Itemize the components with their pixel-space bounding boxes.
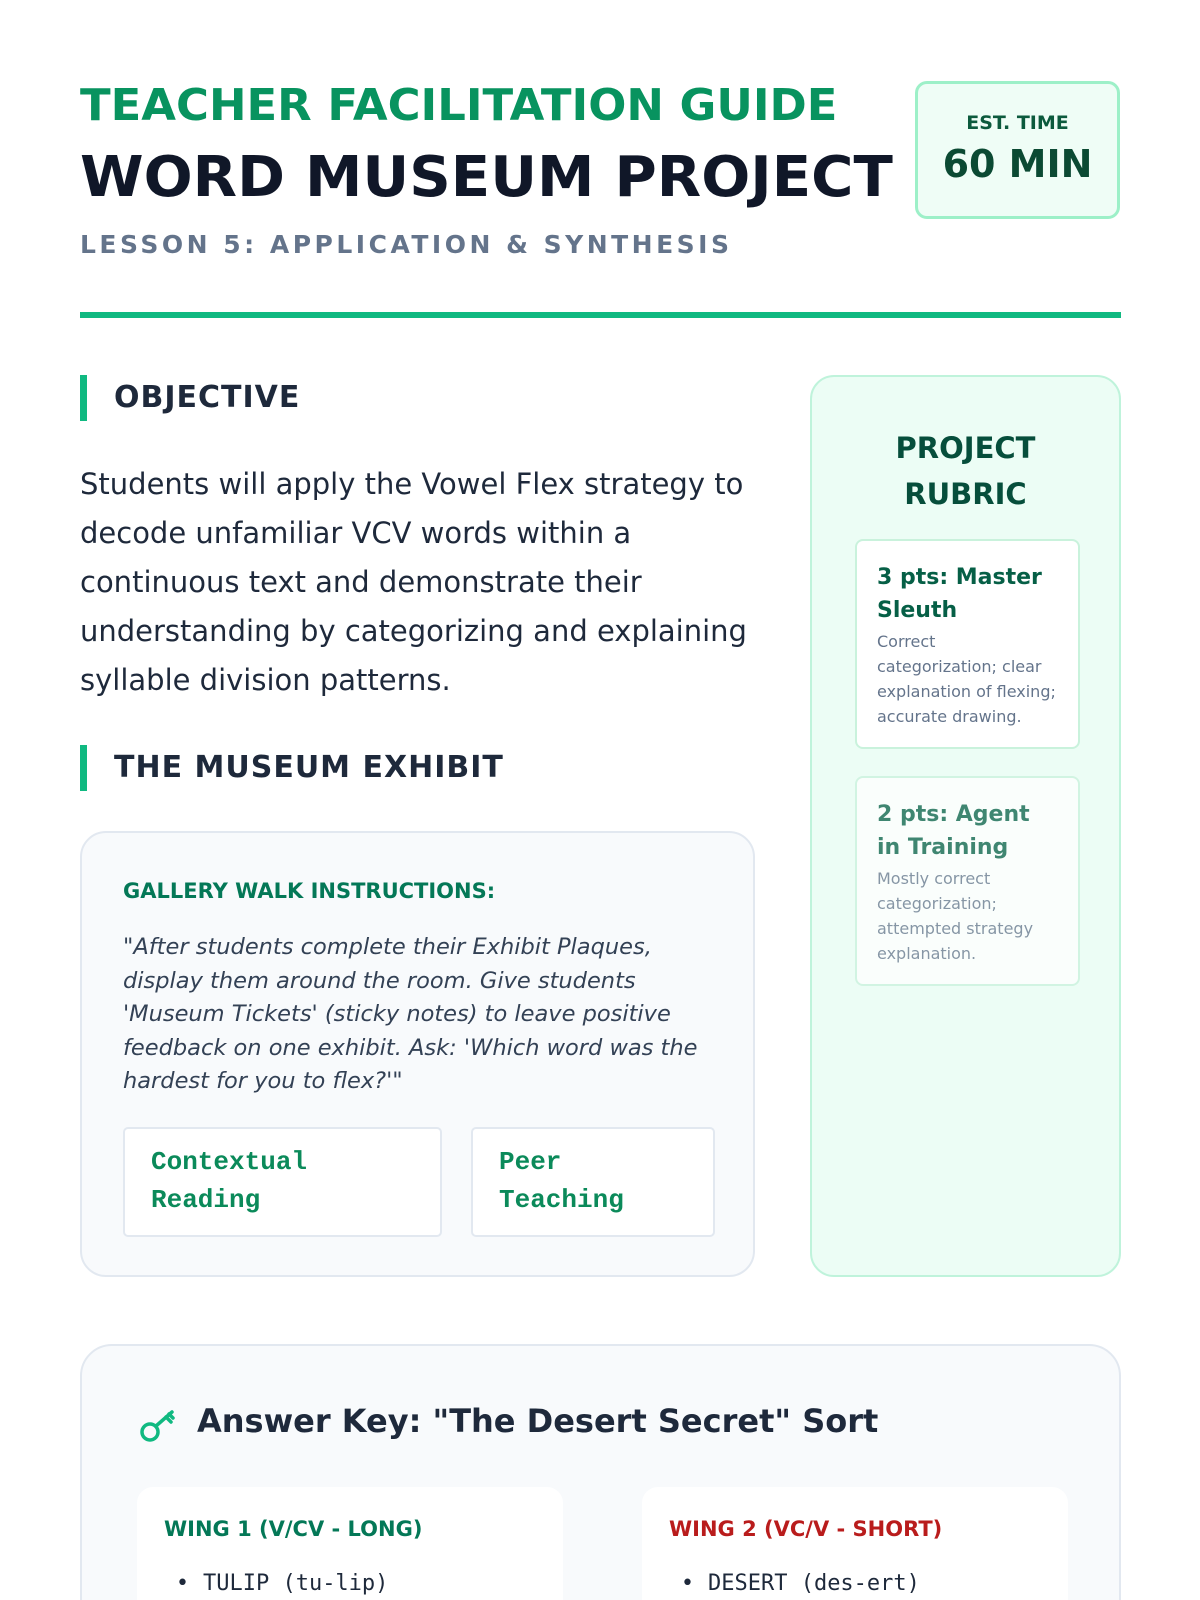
rubric-item-name: 3 pts: Master Sleuth	[877, 565, 1042, 623]
rubric-item-description: Correct categorization; clear explanation of flexing; accurate drawing.	[877, 632, 1056, 726]
rubric-item-name: 2 pts: Agent in Training	[877, 802, 1030, 860]
lesson-subtitle: LESSON 5: APPLICATION & SYNTHESIS	[80, 230, 733, 259]
objective-heading: OBJECTIVE	[80, 375, 760, 421]
key-icon	[138, 1406, 178, 1446]
estimated-time-badge	[915, 81, 1120, 219]
rubric-item-description: Mostly correct categorization; attempted strategy explanation.	[877, 869, 1034, 963]
guide-kicker: TEACHER FACILITATION GUIDE	[80, 80, 838, 131]
gallery-walk-box	[80, 831, 755, 1277]
time-label: EST. TIME	[966, 112, 1069, 134]
answer-key-title: Answer Key: "The Desert Secret" Sort	[197, 1402, 879, 1440]
wing-1-word-list	[164, 1571, 388, 1596]
tag-peer-teaching: Peer Teaching	[471, 1127, 715, 1237]
gallery-walk-title: GALLERY WALK INSTRUCTIONS:	[123, 879, 496, 903]
rubric-card-master-sleuth	[855, 539, 1080, 749]
rubric-title-text: PROJECT RUBRIC	[895, 431, 1036, 511]
project-rubric-panel	[810, 375, 1121, 1277]
time-value: 60 MIN	[942, 142, 1093, 186]
rubric-title	[812, 425, 1119, 517]
header-divider	[80, 312, 1121, 318]
objective-text: Students will apply the Vowel Flex strategy to decode unfamiliar VCV words within a continuous text and demonstrate their understanding by categorizing and explaining syllable division patterns.	[80, 467, 747, 697]
wing-2-title: WING 2 (VC/V - SHORT)	[669, 1517, 943, 1541]
wing-2-word-list	[669, 1571, 920, 1596]
page-title: WORD MUSEUM PROJECT	[80, 145, 893, 210]
word-list-item: • TULIP (tu-lip)	[164, 1571, 388, 1596]
wing-2-card	[642, 1487, 1068, 1600]
word-list-item: • DESERT (des-ert)	[669, 1571, 920, 1596]
museum-exhibit-heading: THE MUSEUM EXHIBIT	[80, 745, 760, 791]
wing-1-title: WING 1 (V/CV - LONG)	[164, 1517, 423, 1541]
wing-1-card	[137, 1487, 563, 1600]
gallery-walk-quote: "After students complete their Exhibit Plaques, display them around the room. Give students 'Museum Tickets' (sticky notes) to leave positive feedback on one exhibit. Ask: 'Which word was the hardest for you to flex?'"	[123, 934, 698, 1094]
answer-key-panel	[80, 1344, 1121, 1600]
tag-contextual-reading: Contextual Reading	[123, 1127, 442, 1237]
rubric-card-agent-in-training	[855, 776, 1080, 986]
